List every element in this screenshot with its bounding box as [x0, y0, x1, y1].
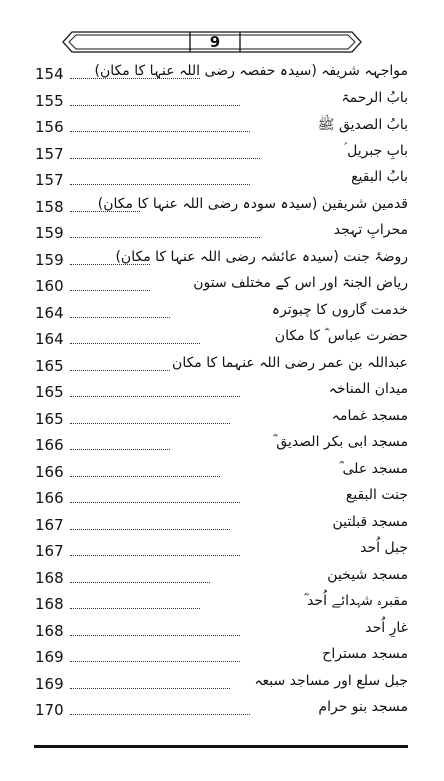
- toc-row: [0, 540, 444, 566]
- toc-page-number: 169: [35, 648, 64, 666]
- toc-title: میدان المناخہ: [328, 381, 408, 397]
- toc-row: [0, 699, 444, 725]
- toc-leader-dots: [70, 158, 260, 159]
- bottom-rule: [34, 745, 408, 748]
- toc-page-number: 158: [35, 197, 64, 216]
- toc-page-number: 168: [35, 568, 64, 587]
- toc-leader-dots: [70, 688, 230, 689]
- toc-title: بابُ الصدیق ﷺ: [317, 117, 408, 133]
- toc-title: عبداللہ بن عمر رضی اللہ عنہما کا مکان: [172, 354, 408, 371]
- toc-leader-dots: [70, 105, 240, 106]
- toc-row: [0, 196, 444, 222]
- toc-page-number: 166: [35, 436, 64, 454]
- toc-leader-dots: [70, 476, 220, 477]
- toc-page-number: 167: [35, 515, 64, 534]
- toc-row: [0, 567, 444, 593]
- toc-leader-dots: [70, 529, 230, 530]
- toc-row: [0, 169, 444, 195]
- toc-leader-dots: [70, 582, 210, 583]
- toc-row: [0, 222, 444, 248]
- toc-title: مقبرہ شہدائے اُحد ؓ: [303, 593, 408, 609]
- toc-page-number: 156: [35, 118, 64, 136]
- toc-title: مسجد ابی بکر الصدیق ؓ: [272, 434, 408, 450]
- toc-page-number: 159: [35, 250, 64, 269]
- toc-row: [0, 514, 444, 540]
- toc-row: [0, 487, 444, 513]
- toc-page-number: 168: [35, 621, 64, 640]
- toc-title: قدمین شریفین (سیدہ سودہ رضی اللہ عنہا کا مکان): [97, 195, 408, 212]
- toc-leader-dots: [70, 635, 240, 636]
- toc-page-number: 160: [35, 277, 64, 295]
- toc-page-number: 165: [35, 409, 64, 428]
- toc-row: [0, 461, 444, 487]
- toc-title: بابِ جبریل ؑ: [343, 142, 408, 159]
- toc-row: [0, 90, 444, 116]
- toc-row: [0, 249, 444, 275]
- toc-title: حضرت عباس ؓ کا مکان: [274, 328, 408, 344]
- toc-row: [0, 143, 444, 169]
- toc-title: جبل سلع اور مساجد سبعہ: [254, 672, 408, 689]
- toc-page-number: 159: [35, 224, 64, 242]
- toc-title: مواجہہ شریفہ (سیدہ حفصہ رضی اللہ عنہا کا مکان): [94, 63, 408, 79]
- toc-row: [0, 302, 444, 328]
- toc-title: بابُ الرحمۃ: [341, 89, 408, 106]
- toc-row: [0, 620, 444, 646]
- page-number: 9: [209, 33, 221, 51]
- toc-page-number: 165: [35, 383, 64, 401]
- toc-title: مسجد شیخین: [327, 566, 408, 583]
- toc-title: روضۂ جنت (سیدہ عائشہ رضی اللہ عنہا کا مکان): [115, 248, 408, 265]
- page-header: [62, 31, 362, 53]
- toc-leader-dots: [70, 714, 250, 715]
- toc-row: [0, 408, 444, 434]
- toc-title: جبل اُحد: [360, 540, 408, 556]
- toc-leader-dots: [70, 370, 170, 371]
- toc-leader-dots: [70, 290, 150, 291]
- toc-leader-dots: [70, 661, 240, 662]
- toc-row: [0, 116, 444, 142]
- toc-row: [0, 434, 444, 460]
- toc-page-number: 157: [35, 144, 64, 163]
- toc-title: بابُ البقیع: [351, 169, 408, 185]
- toc-page-number: 169: [35, 674, 64, 693]
- toc-page-number: 157: [35, 171, 64, 189]
- toc-title: مسجد بنو حرام: [318, 699, 408, 715]
- toc-title: مسجد مستراح: [322, 646, 408, 662]
- toc-row: [0, 275, 444, 301]
- toc-page-number: 164: [35, 330, 64, 348]
- toc-leader-dots: [70, 343, 200, 344]
- toc-row: [0, 328, 444, 354]
- toc-leader-dots: [70, 396, 240, 397]
- toc-page-number: 155: [35, 91, 64, 110]
- toc-row: [0, 63, 444, 89]
- toc-row: [0, 593, 444, 619]
- toc-title: مسجد غمامہ: [331, 407, 408, 424]
- toc-leader-dots: [70, 423, 230, 424]
- toc-title: غارِ اُحد: [365, 619, 408, 636]
- toc-title: خدمت گاروں کا چبوترہ: [271, 301, 408, 318]
- toc-leader-dots: [70, 449, 170, 450]
- toc-page-number: 154: [35, 65, 64, 83]
- toc-page-number: 164: [35, 303, 64, 322]
- toc-leader-dots: [70, 502, 240, 503]
- toc-title: جنت البقیع: [345, 487, 408, 503]
- toc-leader-dots: [70, 555, 240, 556]
- toc-row: [0, 355, 444, 381]
- toc-title: ریاض الجنۃ اور اس کے مختلف ستون: [193, 275, 408, 291]
- toc-leader-dots: [70, 608, 200, 609]
- toc-title: محرابِ تہجد: [333, 222, 408, 238]
- toc-row: [0, 673, 444, 699]
- toc-page-number: 166: [35, 489, 64, 507]
- toc-page-number: 170: [35, 701, 64, 719]
- toc-page-number: 168: [35, 595, 64, 613]
- toc-leader-dots: [70, 317, 170, 318]
- toc-row: [0, 381, 444, 407]
- toc-title: مسجد علی ؓ: [339, 460, 408, 477]
- toc-title: مسجد قبلتین: [332, 513, 408, 530]
- toc-leader-dots: [70, 131, 250, 132]
- toc-page-number: 167: [35, 542, 64, 560]
- toc-leader-dots: [70, 184, 250, 185]
- toc-page-number: 165: [35, 356, 64, 375]
- toc-leader-dots: [70, 237, 260, 238]
- toc-page-number: 166: [35, 462, 64, 481]
- toc-row: [0, 646, 444, 672]
